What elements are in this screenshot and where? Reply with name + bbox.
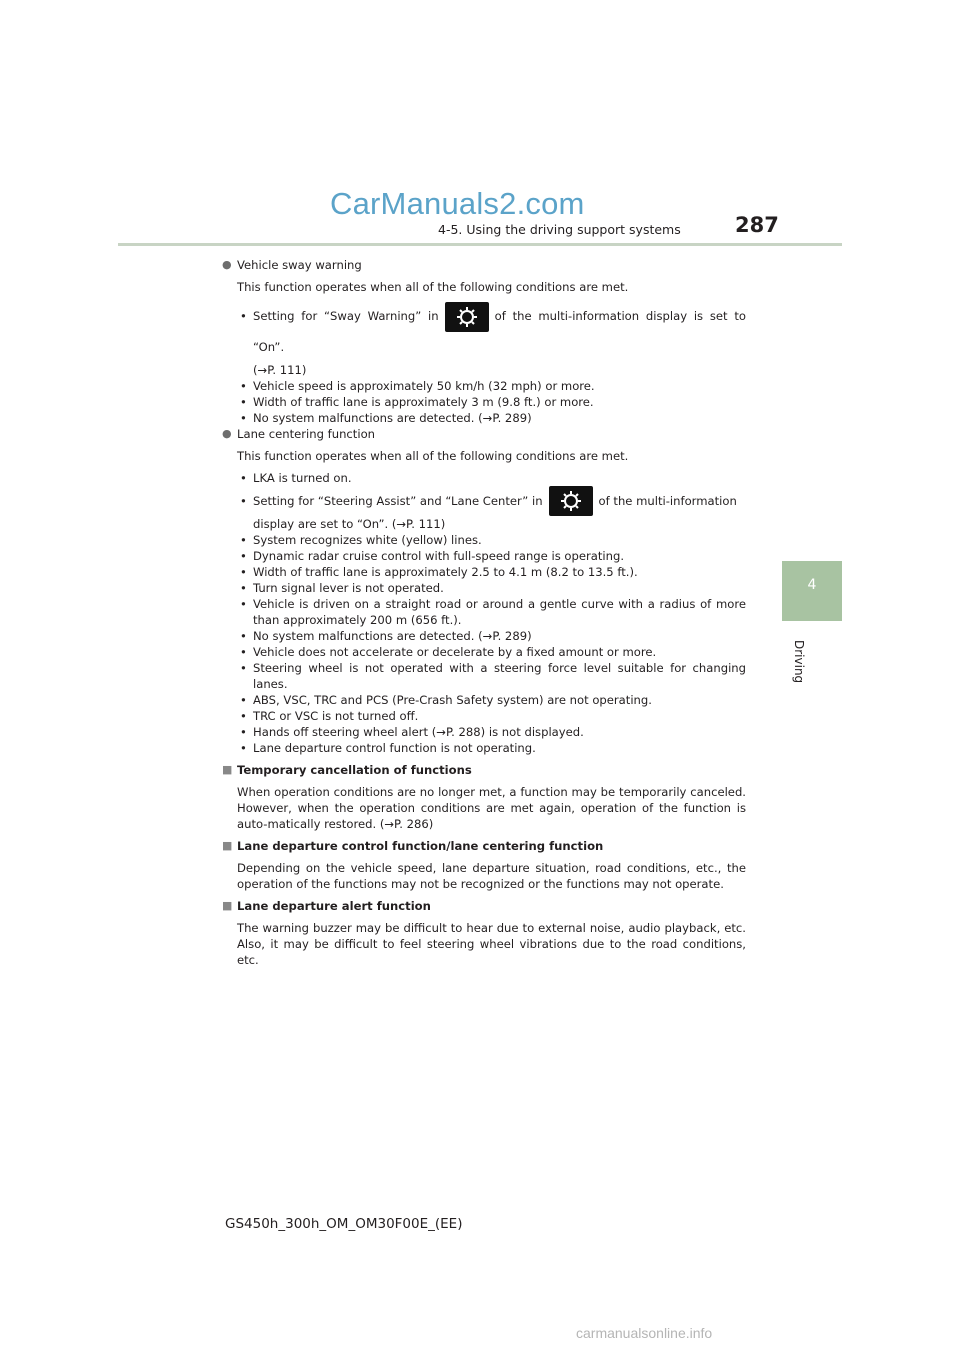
list-item: • Steering wheel is not operated with a steering force level suitable for changing lanes. — [237, 660, 746, 692]
list-item: • Vehicle is driven on a straight road or around a gentle curve with a radius of more than approximately 200 m (656 ft.). — [237, 596, 746, 628]
square-bullet-icon: ■ — [222, 899, 233, 912]
lane-alert-body: The warning buzzer may be difficult to hear due to external noise, audio playback, etc. Also, it may be difficult to feel steering wheel vibrations due to the road conditions, etc. — [237, 921, 746, 967]
settings-gear-icon — [445, 302, 489, 332]
list-item: • Vehicle speed is approximately 50 km/h (32 mph) or more. — [237, 378, 746, 394]
list-item-continuation: display are set to “On”. (→P. 111) — [253, 517, 446, 531]
temporary-cancel-heading: ■ Temporary cancellation of functions — [222, 763, 472, 777]
vehicle-sway-conditions — [222, 301, 746, 426]
list-item: • Width of traffic lane is approximately 2.5 to 4.1 m (8.2 to 13.5 ft.). — [237, 564, 746, 580]
list-item: • Vehicle does not accelerate or decelerate by a fixed amount or more. — [237, 644, 746, 660]
lane-centering-intro: This function operates when all of the following conditions are met. — [237, 448, 629, 463]
bottom-logo: carmanualsonline.info — [576, 1325, 713, 1341]
temporary-cancel-body: When operation conditions are no longer met, a function may be temporarily canceled. However, when the operation conditions are met again, operation of the function is auto-matically restored. (→P. 286) — [237, 785, 746, 831]
settings-gear-icon — [549, 486, 593, 516]
lane-centering-conditions — [222, 470, 746, 757]
list-item: • Hands off steering wheel alert (→P. 288) is not displayed. — [237, 724, 746, 740]
lane-control-heading: ■ Lane departure control function/lane centering function — [222, 839, 604, 853]
list-item: • Width of traffic lane is approximately 3 m (9.8 ft.) or more. — [237, 394, 746, 410]
watermark-logo: CarManuals2.com — [330, 186, 585, 221]
square-bullet-icon: ■ — [222, 763, 233, 776]
main-content — [222, 257, 746, 968]
section-title: 4-5. Using the driving support systems — [438, 222, 681, 237]
list-item: • No system malfunctions are detected. (→P. 289) — [237, 628, 746, 644]
list-item: • TRC or VSC is not turned off. — [237, 708, 746, 724]
square-bullet-icon: ■ — [222, 839, 233, 852]
vehicle-sway-intro: This function operates when all of the following conditions are met. — [237, 280, 629, 294]
lane-control-body: Depending on the vehicle speed, lane departure situation, road conditions, etc., the operation of the functions may not be recognized or the functions may not operate. — [237, 861, 746, 891]
list-item: • Dynamic radar cruise control with full-speed range is operating. — [237, 548, 746, 564]
chapter-label: Driving — [792, 640, 806, 684]
list-item: • System recognizes white (yellow) lines. — [237, 532, 746, 548]
vehicle-sway-heading: ● Vehicle sway warning — [222, 258, 362, 272]
list-item: • Setting for “Steering Assist” and “Lane Center” in of the multi-information — [237, 486, 746, 517]
list-item-continuation: (→P. 111) — [253, 362, 307, 377]
list-item: • No system malfunctions are detected. (→P. 289) — [237, 410, 746, 426]
page-number: 287 — [735, 213, 779, 237]
footer-manual-code: GS450h_300h_OM_OM30F00E_(EE) — [225, 1216, 463, 1232]
circle-bullet-icon: ● — [222, 258, 232, 271]
list-item: • Setting for “Sway Warning” in of the multi-information display is set to “On”. — [237, 301, 746, 362]
header-divider — [118, 243, 842, 246]
lane-alert-heading: ■ Lane departure alert function — [222, 899, 431, 913]
list-item: • Turn signal lever is not operated. — [237, 580, 746, 596]
list-item: • LKA is turned on. — [237, 470, 746, 486]
list-item: • Lane departure control function is not operating. — [237, 740, 746, 756]
circle-bullet-icon: ● — [222, 426, 232, 440]
lane-centering-heading: ● Lane centering function — [222, 426, 376, 441]
chapter-number: 4 — [807, 577, 817, 593]
list-item: • ABS, VSC, TRC and PCS (Pre-Crash Safety system) are not operating. — [237, 692, 746, 708]
